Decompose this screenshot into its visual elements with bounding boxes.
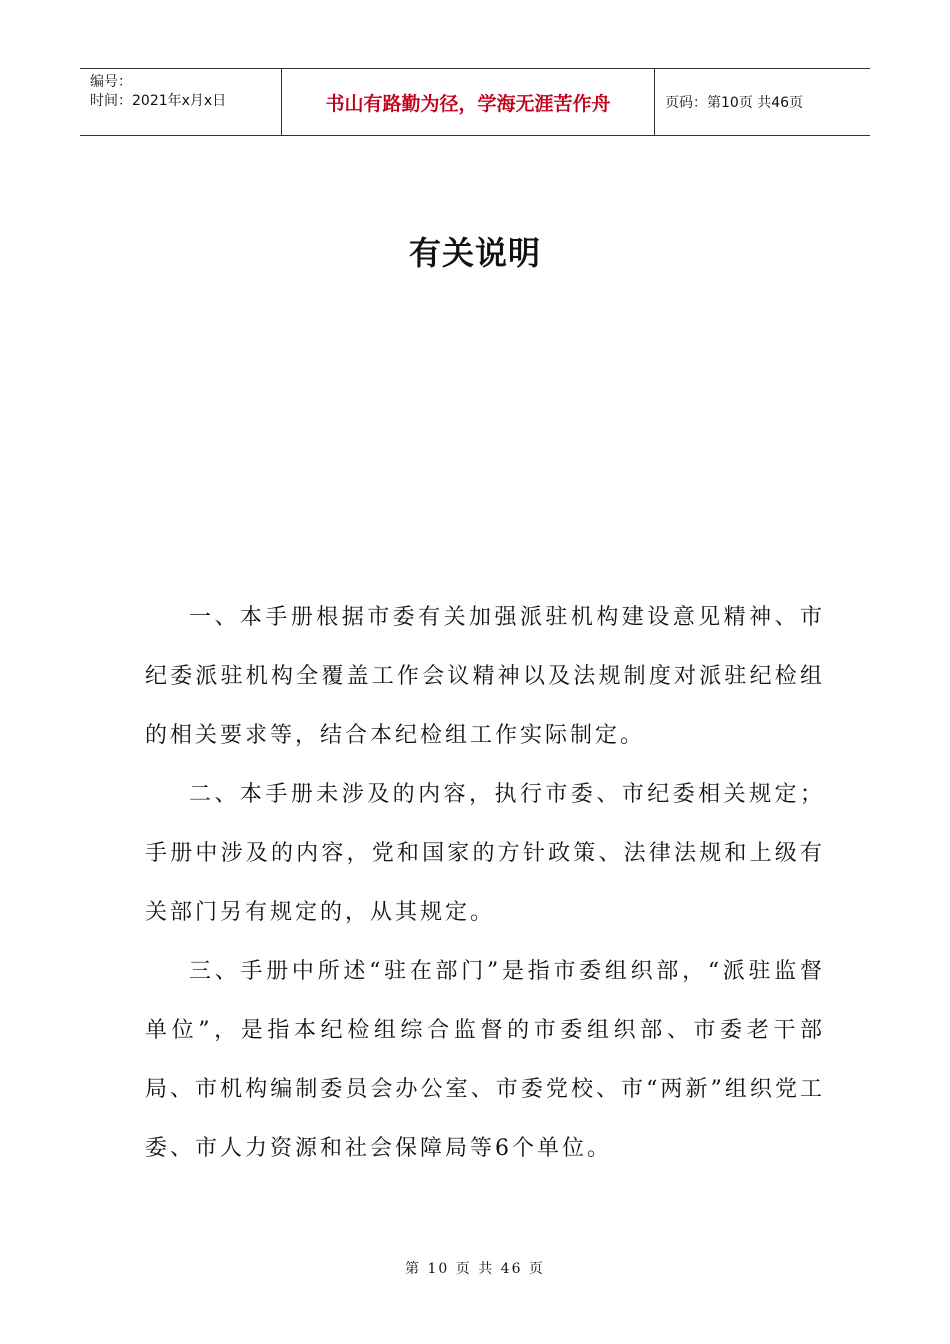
paragraph-3: 三、手册中所述“驻在部门”是指市委组织部，“派驻监督单位”，是指本纪检组综合监督的市委组织部、市委老干部局、市机构编制委员会办公室、市委党校、市“两新”组织党工委、市人力资源和社会保障局等6个单位。 — [145, 959, 825, 1161]
document-title: 有关说明 — [408, 234, 541, 272]
number-label: 编号： — [90, 74, 132, 90]
paragraph-2: 二、本手册未涉及的内容，执行市委、市纪委相关规定；手册中涉及的内容，党和国家的方针政策、法律法规和上级有关部门另有规定的，从其规定。 — [145, 782, 825, 925]
header-motto: 书山有路勤为径，学海无涯苦作舟 — [282, 69, 655, 135]
paragraph-1: 一、本手册根据市委有关加强派驻机构建设意见精神、市纪委派驻机构全覆盖工作会议精神以及法规制度对派驻纪检组的相关要求等，结合本纪检组工作实际制定。 — [145, 605, 825, 748]
document-body — [145, 588, 825, 1178]
header-page-info: 页码：第10页 共46页 — [665, 95, 804, 111]
header-meta — [80, 69, 282, 135]
time-label: 时间：2021年x月x日 — [90, 93, 227, 109]
page-footer: 第 10 页 共 46 页 — [405, 1261, 545, 1277]
header-table — [80, 68, 870, 136]
